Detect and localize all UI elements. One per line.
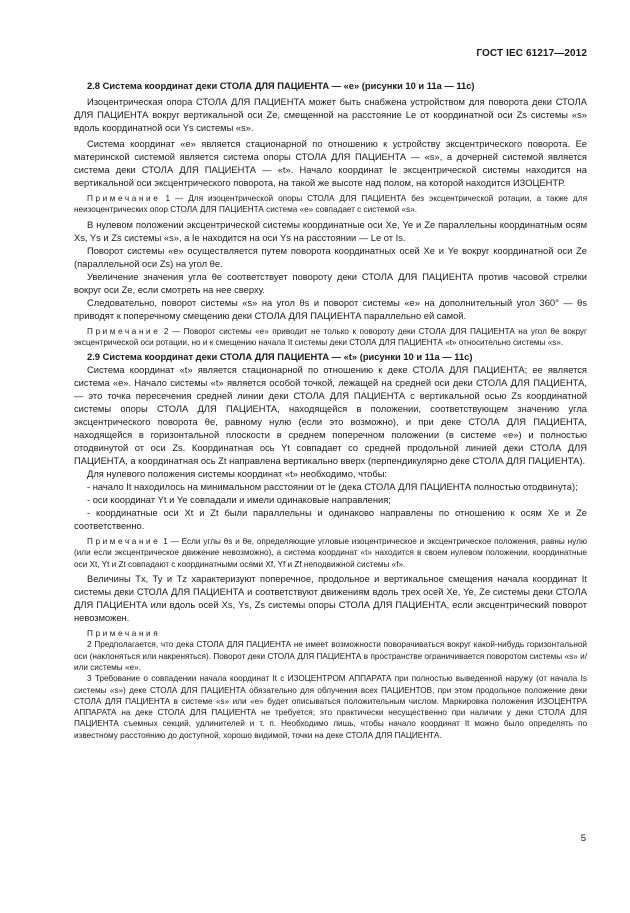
page-number: 5 bbox=[580, 833, 586, 844]
standard-header: ГОСТ IEC 61217—2012 bbox=[476, 48, 587, 59]
section-2-8-paragraph: Изоцентрическая опора СТОЛА ДЛЯ ПАЦИЕНТА может быть снабжена устройством для поворота деки СТОЛА ДЛЯ ПАЦИЕНТА вокруг вертикальной оси Ze, смещенной на расстояние Le от координатной оси Zs системы «s» вдоль координатной оси Ys системы «s». bbox=[74, 97, 587, 133]
note-text: 1 — Для изоцентрической опоры СТОЛА ДЛЯ ПАЦИЕНТА без эксцентрической ротации, а также для неизоцентрических опор СТОЛА ДЛЯ ПАЦИЕНТА система «е» совпадает с системой «s». bbox=[74, 194, 588, 215]
section-2-8-paragraph: Следовательно, поворот системы «s» на угол θs и поворот системы «е» на дополнительный угол 360° — θs приводят к поперечному смещению деки СТОЛА ДЛЯ ПАЦИЕНТА параллельно ей самой. bbox=[74, 297, 587, 321]
note-label: Примечание bbox=[87, 194, 161, 203]
section-2-9-paragraph: Система координат «t» является стационарной по отношению к деке СТОЛА ДЛЯ ПАЦИЕНТА; ее является система «е». Начало системы «t» является особой точкой, лежащей на средней оси деки СТОЛА ДЛЯ ПАЦИЕНТА, — это точка пересечения средней линии деки СТОЛА ДЛЯ ПАЦИЕНТА с вертикальной осью Zs координатной системы опоры СТОЛА ДЛЯ ПАЦИЕНТА, находящейся в положении, соответствующем значению угла эксцентрического поворота θe, равному нулю (если это возможно), и при деке СТОЛА ДЛЯ ПАЦИЕНТА, находящейся в горизонтальной плоскости в среднем поперечном положении (в системе «е») и полностью отодвинутой от оси Zs. Координатная ось Yt совпадает со средней продольной линией деки СТОЛА ДЛЯ ПАЦИЕНТА, а координатная ось Zt направлена вертикально вверх (перпендикулярно деке СТОЛА ДЛЯ ПАЦИЕНТА). bbox=[74, 365, 587, 467]
conditions-intro: Для нулевого положения системы координат «t» необходимо, чтобы: bbox=[87, 469, 388, 480]
note-item: 3 Требование о совпадении начала координат It с ИЗОЦЕНТРОМ АППАРАТА при полностью выведенной наружу (от начала Is системы «s») деке СТОЛА ДЛЯ ПАЦИЕНТА обязательно для облучения всех ПАЦИЕНТОВ, при этом продольное положение деки СТОЛА ДЛЯ ПАЦИЕНТА в системе «s» или «е» будет описываться положительным числом. Маркировка положения ИЗОЦЕНТРА АППАРАТА на деке СТОЛА ДЛЯ ПАЦИЕНТА не требуется; это практически несущественно при наличии у деки СТОЛА ДЛЯ ПАЦИЕНТА съемных секций, удлинителей и т. п. Необходимо лишь, чтобы начало координат It можно было определять по известному расстоянию до доступной, хорошо видимой, точки на деке СТОЛА ДЛЯ ПАЦИЕНТА. bbox=[74, 674, 587, 740]
section-2-9-paragraph: Величины Tx, Ty и Tz характеризуют поперечное, продольное и вертикальное смещения начала координат It системы деки СТОЛА ДЛЯ ПАЦИЕНТА и соответствуют движениям вдоль трех осей Xe, Ye, Ze системы деки СТОЛА ДЛЯ ПАЦИЕНТА или вдоль осей Xs, Ys, Zs системы опоры СТОЛА ДЛЯ ПАЦИЕНТА, если эксцентрический поворот невозможен. bbox=[74, 574, 587, 624]
section-2-8-note-1 bbox=[74, 193, 587, 216]
note-text: 2 — Поворот системы «е» приводит не только к повороту деки СТОЛА ДЛЯ ПАЦИЕНТА на угол θe вокруг эксцентрической оси ротации, но и к смещению начала It системы деки СТОЛА ДЛЯ ПАЦИЕНТА «t» относительно системы «s». bbox=[74, 326, 587, 347]
section-2-8-paragraph: В нулевом положении эксцентрической системы координатные оси Xe, Ye и Ze параллельны координатным осям Xs, Ys и Zs системы «s», а Ie находится на оси Ys на расстоянии — Le от Is. bbox=[74, 219, 587, 243]
condition-item: - начало It находилось на минимальном расстоянии от Ie (дека СТОЛА ДЛЯ ПАЦИЕНТА полностью отодвинута); bbox=[87, 482, 578, 493]
section-2-8-heading: 2.8 Система координат деки СТОЛА ДЛЯ ПАЦИЕНТА — «е» (рисунки 10 и 11а — 11с) bbox=[87, 81, 475, 91]
note-item: 2 Предполагается, что дека СТОЛА ДЛЯ ПАЦИЕНТА не имеет возможности поворачиваться вокруг какой-нибудь горизонтальной оси (наклоняться или накреняться). Поворот деки СТОЛА ДЛЯ ПАЦИЕНТА в пространстве ограничивается поворотом системы «s» и/или системы «е». bbox=[74, 640, 587, 672]
section-2-9-note-1 bbox=[74, 536, 587, 570]
condition-item: - координатные оси Xt и Zt были параллельны и одинаково направлены по отношению к осям Xe и Ze соответственно. bbox=[74, 508, 587, 532]
section-2-8-note-2 bbox=[74, 326, 587, 349]
note-label: Примечание bbox=[87, 326, 161, 336]
section-2-8-paragraph: Система координат «е» является стационарной по отношению к устройству эксцентрического поворота. Ее материнской системой является система опоры СТОЛА ДЛЯ ПАЦИЕНТА — «s», а дочерней системой является система деки СТОЛА ДЛЯ ПАЦИЕНТА — «t». Начало координат Ie эксцентрической системы находится на вертикальной оси эксцентрического поворота, на такой же высоте над полом, на которой находится ИЗОЦЕНТР. bbox=[74, 139, 587, 188]
note-label: Примечание bbox=[87, 537, 161, 547]
document-body bbox=[74, 80, 587, 741]
notes-heading: Примечания bbox=[87, 629, 161, 639]
section-2-9-heading: 2.9 Система координат деки СТОЛА ДЛЯ ПАЦИЕНТА — «t» (рисунки 10 и 11а — 11с) bbox=[87, 352, 473, 363]
section-2-8-paragraph: Поворот системы «е» осуществляется путем поворота координатных осей Xe и Ye вокруг координатной оси Ze (параллельной оси Zs) на угол θe. bbox=[74, 245, 587, 269]
note-text: 1 — Если углы θs и θe, определяющие угловые изоцентрическое и эксцентрическое положения, равны нулю (или если эксцентрическое движение невозможно), а система координат «t» находится в своем нулевом положении, координатные оси Xt, Yt и Zt совпадают с координатными осями Xf, Yf и Zf неподвижной системы «f». bbox=[74, 537, 587, 569]
condition-item: - оси координат Yt и Ye совпадали и имели одинаковые направления; bbox=[87, 495, 391, 506]
section-2-8-paragraph: Увеличение значения угла θe соответствует повороту деки СТОЛА ДЛЯ ПАЦИЕНТА против часовой стрелки вокруг оси Ze, если смотреть на нее сверху. bbox=[74, 271, 587, 295]
